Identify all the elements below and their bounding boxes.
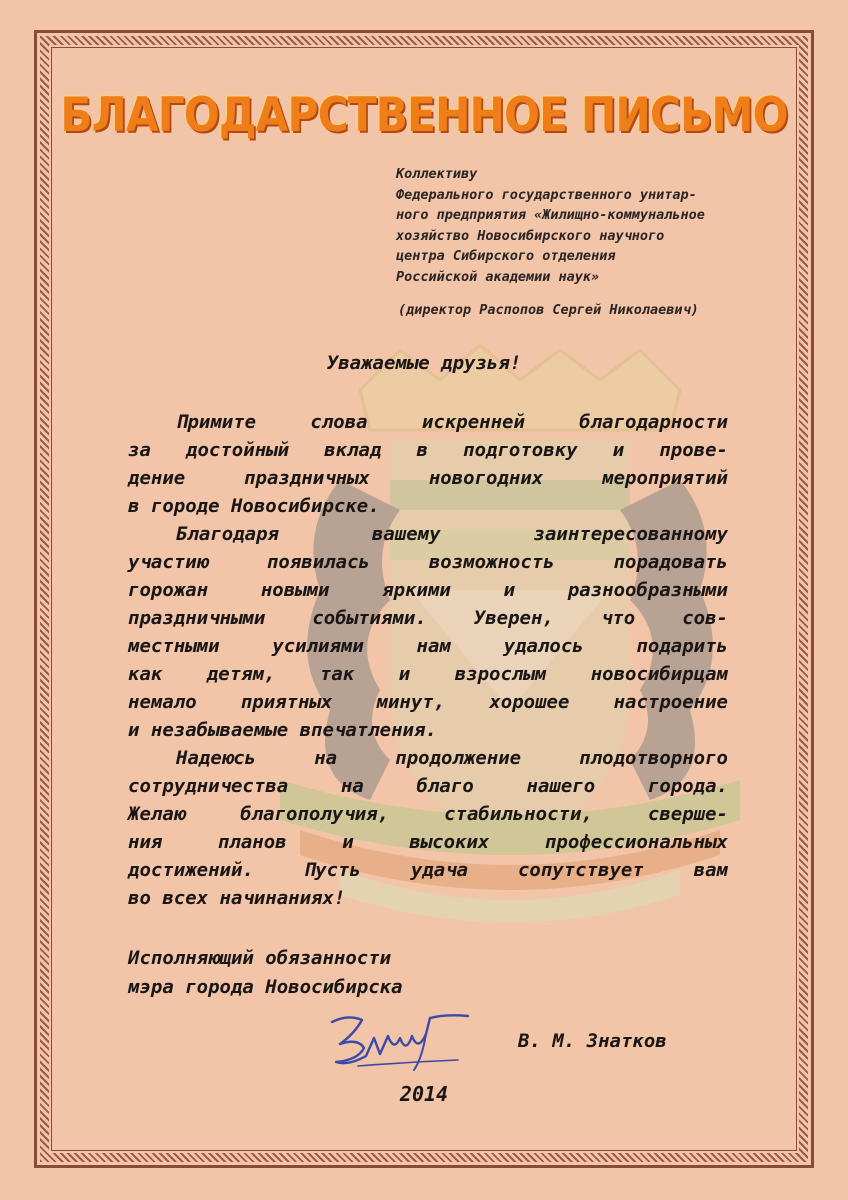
addressee-line: хозяйство Новосибирского научного — [396, 227, 665, 244]
handwritten-signature — [318, 1004, 478, 1074]
body-line: сотрудничества на благо нашего города. — [128, 775, 728, 797]
addressee-line: ного предприятия «Жилищно-коммунальное — [396, 207, 705, 223]
signatory-title-line: мэра города Новосибирска — [128, 976, 403, 998]
addressee-line: центра Сибирского отделения — [396, 248, 616, 264]
addressee-line: Федерального государственного унитар- — [396, 186, 697, 203]
document-year: 2014 — [399, 1082, 449, 1106]
signatory-title — [128, 944, 403, 1002]
body-line: ния планов и высоких профессиональных — [128, 831, 728, 853]
letter-body — [128, 408, 728, 912]
body-line: участию появилась возможность порадовать — [128, 551, 728, 573]
signatory-title-line: Исполняющий обязанности — [128, 947, 392, 969]
body-line: достижений. Пусть удача сопутствует вам — [128, 859, 728, 881]
body-line: местными усилиями нам удалось подарить — [128, 635, 728, 657]
paragraph-3 — [128, 744, 728, 912]
body-line: и незабываемые впечатления. — [128, 719, 437, 741]
body-line: праздничными событиями. Уверен, что сов- — [128, 607, 728, 629]
body-line: горожан новыми яркими и разнообразными — [128, 579, 728, 601]
body-line: Желаю благополучия, стабильности, сверше- — [128, 803, 728, 825]
body-line: немало приятных минут, хорошее настроение — [128, 691, 728, 713]
body-line: во всех начинаниях! — [128, 887, 346, 909]
body-line: как детям, так и взрослым новосибирцам — [128, 663, 728, 685]
addressee-line: Российской академии наук» — [396, 268, 600, 285]
addressee-block — [396, 164, 796, 287]
body-line: Надеюсь на продолжение плодотворного — [176, 747, 728, 769]
director-name: (директор Распопов Сергей Николаевич) — [398, 302, 699, 318]
body-line: дение праздничных новогодних мероприятий — [128, 467, 728, 489]
body-line: Благодаря вашему заинтересованному — [176, 523, 728, 545]
greeting: Уважаемые друзья! — [326, 352, 522, 374]
body-line: Примите слова искренней благодарности — [176, 411, 728, 433]
paragraph-2 — [128, 520, 728, 744]
paragraph-1 — [128, 408, 728, 520]
document-title: БЛАГОДАРСТВЕННОЕ ПИСЬМО — [60, 88, 788, 143]
body-line: за достойный вклад в подготовку и прове- — [128, 439, 728, 461]
body-line: в городе Новосибирске. — [128, 495, 380, 517]
signer-name: В. М. Знатков — [518, 1030, 667, 1052]
addressee-line: Коллективу — [396, 166, 478, 182]
